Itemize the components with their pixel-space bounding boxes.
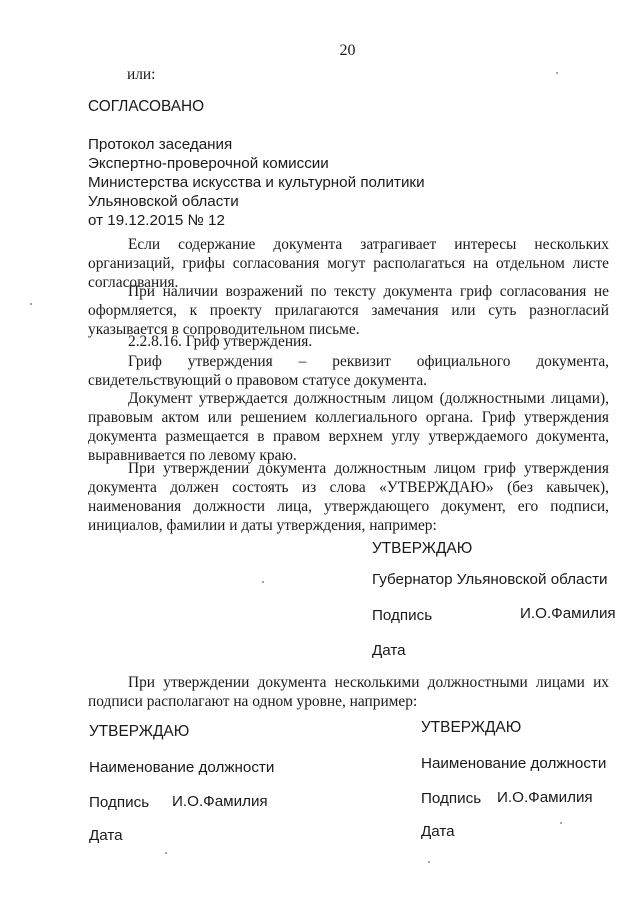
signature-label: Подпись [89,794,150,811]
text-line: правовым актом или решением коллегиального органа. Гриф утверждения [88,409,609,426]
approval-position: Наименование должности [89,759,275,776]
scan-speck [165,852,167,854]
protocol-line: Ульяновской области [88,193,239,210]
section-heading: 2.2.8.16. Гриф утверждения. [128,333,313,350]
text-line: подписи располагают на одном уровне, например: [88,693,418,710]
paragraph-approval-placement [88,389,609,465]
paragraph-objections [88,282,609,339]
scan-speck [556,72,558,74]
signatory-name: И.О.Фамилия [172,793,268,810]
paragraph-definition [88,352,609,390]
approval-header: УТВЕРЖДАЮ [89,723,190,740]
scan-speck [428,861,430,863]
page-number: 20 [339,42,356,59]
text-line: свидетельствующий о правовом статусе документа. [88,372,427,389]
intro-word: или: [127,66,156,83]
date-label: Дата [421,823,455,840]
text-line: организаций, грифы согласования могут располагаться на отдельном листе [88,255,609,272]
signatory-name: И.О.Фамилия [520,605,616,622]
protocol-line: от 19.12.2015 № 12 [88,212,225,229]
text-line: Гриф утверждения – реквизит официального документа, [128,353,609,370]
signature-label: Подпись [421,790,482,807]
date-label: Дата [89,827,123,844]
agreement-stamp-header: СОГЛАСОВАНО [88,98,205,115]
paragraph-multiple-officials [88,673,609,711]
text-line: согласования. [88,274,179,291]
approval-header: УТВЕРЖДАЮ [421,719,522,736]
text-line: Если содержание документа затрагивает интересы нескольких [128,236,609,253]
text-line: оформляется, к проекту прилагаются замечания или суть разногласий [88,302,609,319]
protocol-line: Экспертно-проверочной комиссии [88,155,329,172]
text-line: Документ утверждается должностным лицом (должностными лицами), [128,390,609,407]
text-line: При утверждении документа должностным лицом гриф утверждения [128,460,609,477]
approval-position: Наименование должности [421,755,607,772]
text-line: При утверждении документа несколькими должностными лицами их [128,674,609,691]
text-line: документа должен состоять из слова «УТВЕРЖДАЮ» (без кавычек), [88,479,609,496]
date-label: Дата [372,642,406,659]
text-line: выравнивается по левому краю. [88,447,297,464]
text-line: наименования должности лица, утверждающего документ, его подписи, [88,498,609,515]
protocol-line: Министерства искусства и культурной политики [88,174,425,191]
scan-speck [30,303,32,305]
approval-header: УТВЕРЖДАЮ [372,540,473,557]
approval-position: Губернатор Ульяновской области [372,571,608,588]
text-line: указывается в сопроводительном письме. [88,321,360,338]
paragraph-single-official [88,459,609,535]
text-line: документа размещается в правом верхнем углу утверждаемого документа, [88,428,609,445]
scan-speck [560,822,562,824]
signatory-name: И.О.Фамилия [497,789,593,806]
text-line: инициалов, фамилии и даты утверждения, например: [88,517,437,534]
signature-label: Подпись [372,607,433,624]
scan-speck [262,581,264,583]
text-line: При наличии возражений по тексту документа гриф согласования не [128,283,609,300]
protocol-line: Протокол заседания [88,136,233,153]
